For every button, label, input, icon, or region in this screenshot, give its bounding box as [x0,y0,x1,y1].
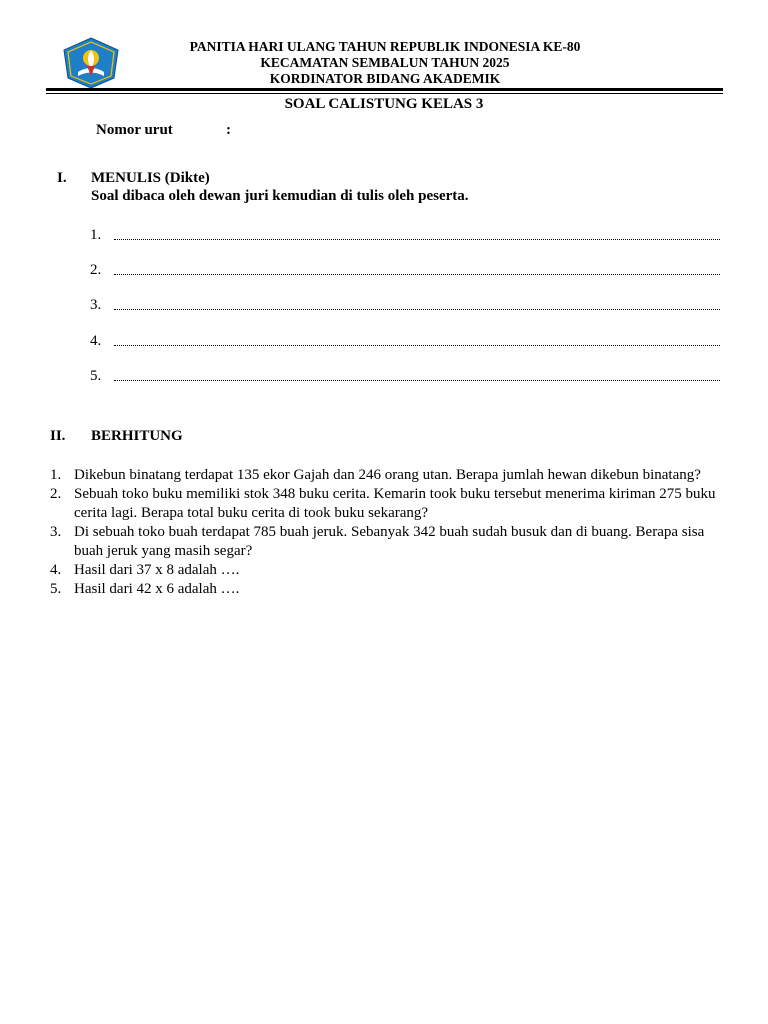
question-item [50,561,730,580]
question-item [50,580,730,599]
dotted-answer-line [114,274,720,275]
nomor-urut-colon: : [226,122,231,138]
dotted-answer-line [114,380,720,381]
dikte-line-2 [90,262,720,280]
dotted-answer-line [114,239,720,240]
question-list [50,466,730,599]
question-text: Hasil dari 42 x 6 adalah …. [74,581,240,597]
dikte-line-1 [90,227,720,245]
tut-wuri-handayani-logo [60,36,122,90]
header-rule-thick [46,88,723,91]
dikte-number: 5. [90,368,102,384]
section-1-instruction: Soal dibaca oleh dewan juri kemudian di tulis oleh peserta. [91,188,469,204]
question-text: Di sebuah toko buah terdapat 785 buah jeruk. Sebanyak 342 buah sudah busuk dan di buang. Berapa sisa buah jeruk yang masih segar? [74,524,705,559]
question-item [50,485,730,523]
question-item [50,466,730,485]
dikte-line-4 [90,333,720,351]
question-number: 4. [50,562,62,578]
section-1-number: I. [57,170,67,186]
dotted-answer-line [114,345,720,346]
nomor-urut-label: Nomor urut [96,122,173,138]
question-text: Dikebun binatang terdapat 135 ekor Gajah dan 246 orang utan. Berapa jumlah hewan dikebun binatang? [74,467,701,483]
header-line-3: KORDINATOR BIDANG AKADEMIK [269,71,501,86]
document-title: SOAL CALISTUNG KELAS 3 [284,96,484,112]
question-text: Sebuah toko buku memiliki stok 348 buku cerita. Kemarin took buku tersebut menerima kiriman 275 buku cerita lagi. Berapa total buku cerita di took buku sekarang? [74,486,716,521]
dikte-number: 2. [90,262,102,278]
dikte-line-3 [90,297,720,315]
header-line-2: KECAMATAN SEMBALUN TAHUN 2025 [260,55,510,70]
question-number: 2. [50,486,62,502]
section-1-title: MENULIS (Dikte) [91,170,210,186]
dikte-number: 1. [90,227,102,243]
question-item [50,523,730,561]
dotted-answer-line [114,309,720,310]
dikte-number: 3. [90,297,102,313]
question-number: 3. [50,524,62,540]
question-text: Hasil dari 37 x 8 adalah …. [74,562,240,578]
section-2-number: II. [50,428,66,444]
question-number: 1. [50,467,62,483]
header-rule-thin [46,93,723,94]
question-number: 5. [50,581,62,597]
section-2-title: BERHITUNG [91,428,183,444]
dikte-number: 4. [90,333,102,349]
header-line-1: PANITIA HARI ULANG TAHUN REPUBLIK INDONESIA KE-80 [189,39,581,54]
dikte-line-5 [90,368,720,386]
